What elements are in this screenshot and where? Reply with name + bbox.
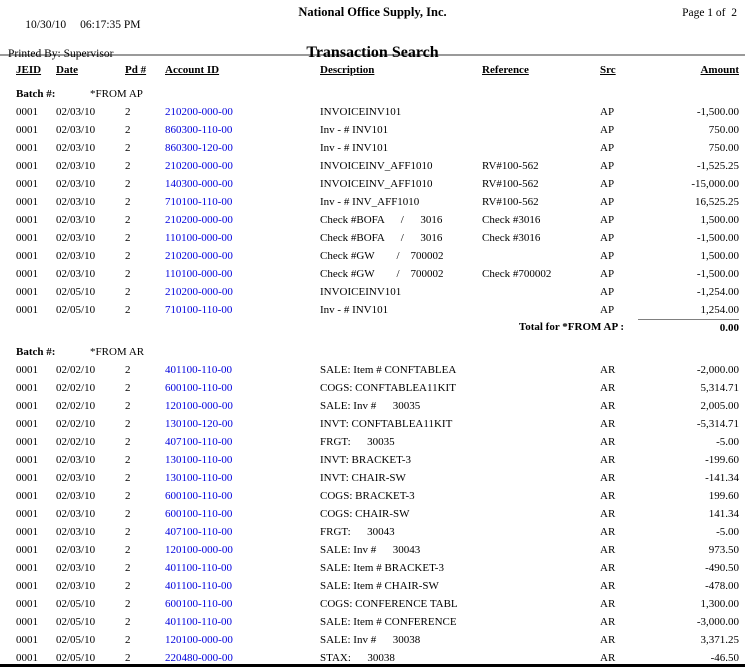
batch-number-value: *FROM AP (90, 88, 143, 100)
period-cell: 2 (125, 250, 131, 262)
account-id-link[interactable]: 401100-110-00 (165, 562, 233, 574)
date-cell: 02/03/10 (56, 214, 96, 226)
col-header-reference: Reference (482, 64, 529, 76)
table-row (0, 613, 745, 631)
reference-cell (482, 247, 600, 265)
description-cell: SALE: Item # CONFERENCE (320, 616, 457, 628)
account-id-link[interactable]: 600100-110-00 (165, 598, 233, 610)
source-cell: AR (600, 418, 616, 430)
reference-cell (482, 487, 600, 505)
reference-cell (482, 415, 600, 433)
description-cell: Inv - # INV101 (320, 304, 389, 316)
period-cell: 2 (125, 472, 131, 484)
account-id-link[interactable]: 600100-110-00 (165, 508, 233, 520)
table-row (0, 379, 745, 397)
account-id-link[interactable]: 407100-110-00 (165, 526, 233, 538)
date-cell: 02/02/10 (56, 382, 96, 394)
account-id-link[interactable]: 220480-000-00 (165, 652, 233, 664)
description-cell: COGS: BRACKET-3 (320, 490, 415, 502)
date-cell: 02/05/10 (56, 652, 96, 664)
table-row (0, 541, 745, 559)
amount-cell: -46.50 (710, 652, 739, 664)
table-row (0, 559, 745, 577)
source-cell: AP (600, 286, 615, 298)
col-header-account-id: Account ID (165, 64, 220, 76)
table-row (0, 193, 745, 211)
source-cell: AP (600, 124, 615, 136)
date-cell: 02/05/10 (56, 616, 96, 628)
jeid-cell: 0001 (16, 364, 38, 376)
description-cell: SALE: Item # BRACKET-3 (320, 562, 444, 574)
source-cell: AR (600, 364, 616, 376)
description-cell: INVT: CHAIR-SW (320, 472, 406, 484)
period-cell: 2 (125, 418, 131, 430)
account-id-link[interactable]: 110100-000-00 (165, 268, 233, 280)
source-cell: AP (600, 106, 615, 118)
period-cell: 2 (125, 598, 131, 610)
source-cell: AP (600, 268, 615, 280)
column-headers (0, 63, 745, 79)
description-cell: INVOICEINV_AFF1010 (320, 178, 433, 190)
description-cell: Inv - # INV101 (320, 124, 389, 136)
description-cell: STAX: 30038 (320, 652, 395, 664)
amount-cell: 1,500.00 (700, 214, 739, 226)
source-cell: AR (600, 598, 616, 610)
col-header-pd: Pd # (125, 64, 147, 76)
date-cell: 02/03/10 (56, 160, 96, 172)
source-cell: AP (600, 250, 615, 262)
date-cell: 02/05/10 (56, 634, 96, 646)
description-cell: FRGT: 30035 (320, 436, 395, 448)
jeid-cell: 0001 (16, 418, 38, 430)
jeid-cell: 0001 (16, 652, 38, 664)
period-cell: 2 (125, 634, 131, 646)
reference-cell (482, 469, 600, 487)
amount-cell: -5,314.71 (696, 418, 739, 430)
account-id-link[interactable]: 210200-000-00 (165, 286, 233, 298)
source-cell: AR (600, 508, 616, 520)
description-cell: COGS: CHAIR-SW (320, 508, 410, 520)
reference-cell (482, 139, 600, 157)
period-cell: 2 (125, 526, 131, 538)
amount-cell: 2,005.00 (700, 400, 739, 412)
reference-cell (482, 301, 600, 319)
jeid-cell: 0001 (16, 526, 38, 538)
col-header-description: Description (320, 64, 375, 76)
amount-cell: 16,525.25 (695, 196, 739, 208)
reference-cell: RV#100-562 (482, 178, 539, 190)
date-cell: 02/05/10 (56, 304, 96, 316)
period-cell: 2 (125, 214, 131, 226)
source-cell: AR (600, 634, 616, 646)
table-row (0, 139, 745, 157)
jeid-cell: 0001 (16, 304, 38, 316)
col-header-date: Date (56, 64, 78, 76)
period-cell: 2 (125, 268, 131, 280)
jeid-cell: 0001 (16, 178, 38, 190)
description-cell: INVOICEINV101 (320, 286, 402, 298)
table-row (0, 595, 745, 613)
period-cell: 2 (125, 616, 131, 628)
jeid-cell: 0001 (16, 598, 38, 610)
col-header-src: Src (600, 64, 616, 76)
company-name: National Office Supply, Inc. (298, 5, 447, 19)
period-cell: 2 (125, 544, 131, 556)
date-cell: 02/03/10 (56, 580, 96, 592)
table-row (0, 265, 745, 283)
date-cell: 02/02/10 (56, 418, 96, 430)
period-cell: 2 (125, 382, 131, 394)
batch-header-row (0, 343, 745, 361)
account-id-link[interactable]: 600100-110-00 (165, 382, 233, 394)
report-title: Transaction Search (306, 44, 439, 61)
period-cell: 2 (125, 562, 131, 574)
reference-cell (482, 595, 600, 613)
amount-cell: 750.00 (708, 142, 739, 154)
jeid-cell: 0001 (16, 214, 38, 226)
table-row (0, 361, 745, 379)
jeid-cell: 0001 (16, 472, 38, 484)
description-cell: FRGT: 30043 (320, 526, 395, 538)
jeid-cell: 0001 (16, 196, 38, 208)
date-cell: 02/05/10 (56, 598, 96, 610)
table-row (0, 523, 745, 541)
account-id-link[interactable]: 710100-110-00 (165, 304, 233, 316)
col-header-jeid: JEID (16, 64, 42, 76)
account-id-link[interactable]: 401100-110-00 (165, 616, 233, 628)
period-cell: 2 (125, 508, 131, 520)
period-cell: 2 (125, 160, 131, 172)
reference-cell (482, 523, 600, 541)
account-id-link[interactable]: 120100-000-00 (165, 544, 233, 556)
date-cell: 02/03/10 (56, 472, 96, 484)
jeid-cell: 0001 (16, 124, 38, 136)
amount-cell: -199.60 (705, 454, 739, 466)
amount-cell: 1,300.00 (700, 598, 739, 610)
account-id-link[interactable]: 210200-000-00 (165, 106, 233, 118)
reference-cell (482, 613, 600, 631)
date-cell: 02/03/10 (56, 106, 96, 118)
printed-by: Printed By: Supervisor (8, 48, 114, 60)
jeid-cell: 0001 (16, 436, 38, 448)
table-row (0, 469, 745, 487)
date-cell: 02/03/10 (56, 544, 96, 556)
amount-cell: -2,000.00 (696, 364, 739, 376)
source-cell: AP (600, 160, 615, 172)
period-cell: 2 (125, 454, 131, 466)
batch-number-label: Batch #: (16, 346, 56, 358)
table-row (0, 211, 745, 229)
description-cell: Check #GW / 700002 (320, 268, 444, 280)
date-cell: 02/02/10 (56, 400, 96, 412)
account-id-link[interactable]: 120100-000-00 (165, 634, 233, 646)
reference-cell (482, 541, 600, 559)
period-cell: 2 (125, 400, 131, 412)
source-cell: AP (600, 178, 615, 190)
jeid-cell: 0001 (16, 634, 38, 646)
account-id-link[interactable]: 860300-110-00 (165, 124, 233, 136)
description-cell: SALE: Item # CHAIR-SW (320, 580, 439, 592)
reference-cell: RV#100-562 (482, 196, 539, 208)
page-bottom-border (0, 664, 745, 667)
description-cell: SALE: Inv # 30043 (320, 544, 421, 556)
date-cell: 02/03/10 (56, 562, 96, 574)
batch-number-label: Batch #: (16, 88, 56, 100)
amount-cell: 1,254.00 (700, 304, 739, 316)
col-header-amount: Amount (700, 64, 739, 76)
reference-cell (482, 505, 600, 523)
section-total-label: Total for *FROM AP : (518, 321, 624, 333)
period-cell: 2 (125, 286, 131, 298)
table-row (0, 631, 745, 649)
amount-cell: 5,314.71 (700, 382, 739, 394)
description-cell: SALE: Item # CONFTABLEA (320, 364, 457, 376)
description-cell: COGS: CONFTABLEA11KIT (320, 382, 456, 394)
jeid-cell: 0001 (16, 616, 38, 628)
amount-cell: -5.00 (716, 436, 739, 448)
description-cell: INVOICEINV101 (320, 106, 402, 118)
description-cell: Check #BOFA / 3016 (320, 214, 443, 226)
reference-cell (482, 631, 600, 649)
jeid-cell: 0001 (16, 268, 38, 280)
amount-cell: 141.34 (708, 508, 739, 520)
source-cell: AR (600, 490, 616, 502)
description-cell: INVT: BRACKET-3 (320, 454, 412, 466)
table-row (0, 121, 745, 139)
period-cell: 2 (125, 304, 131, 316)
jeid-cell: 0001 (16, 454, 38, 466)
jeid-cell: 0001 (16, 508, 38, 520)
account-id-link[interactable]: 600100-110-00 (165, 490, 233, 502)
amount-cell: 199.60 (708, 490, 739, 502)
table-row (0, 283, 745, 301)
table-row (0, 577, 745, 595)
source-cell: AR (600, 454, 616, 466)
amount-cell: -1,500.00 (696, 106, 739, 118)
jeid-cell: 0001 (16, 106, 38, 118)
amount-cell: 973.50 (708, 544, 739, 556)
table-row (0, 415, 745, 433)
jeid-cell: 0001 (16, 286, 38, 298)
date-cell: 02/03/10 (56, 526, 96, 538)
description-cell: SALE: Inv # 30035 (320, 400, 421, 412)
description-cell: Inv - # INV_AFF1010 (320, 196, 420, 208)
description-cell: COGS: CONFERENCE TABL (320, 598, 458, 610)
reference-cell: Check #700002 (482, 268, 552, 280)
period-cell: 2 (125, 232, 131, 244)
reference-cell: Check #3016 (482, 232, 541, 244)
table-row (0, 451, 745, 469)
source-cell: AR (600, 436, 616, 448)
reference-cell (482, 283, 600, 301)
source-cell: AR (600, 652, 616, 664)
date-cell: 02/03/10 (56, 196, 96, 208)
description-cell: INVT: CONFTABLEA11KIT (320, 418, 453, 430)
account-id-link[interactable]: 401100-110-00 (165, 580, 233, 592)
description-cell: Check #BOFA / 3016 (320, 232, 443, 244)
account-id-link[interactable]: 210200-000-00 (165, 160, 233, 172)
amount-cell: -1,254.00 (696, 286, 739, 298)
source-cell: AP (600, 232, 615, 244)
amount-cell: -141.34 (705, 472, 739, 484)
reference-cell (482, 577, 600, 595)
period-cell: 2 (125, 436, 131, 448)
date-cell: 02/03/10 (56, 454, 96, 466)
period-cell: 2 (125, 106, 131, 118)
source-cell: AP (600, 304, 615, 316)
date-cell: 02/05/10 (56, 286, 96, 298)
account-id-link[interactable]: 210200-000-00 (165, 250, 233, 262)
table-row (0, 175, 745, 193)
source-cell: AR (600, 544, 616, 556)
date-cell: 02/03/10 (56, 124, 96, 136)
source-cell: AP (600, 142, 615, 154)
date-cell: 02/03/10 (56, 178, 96, 190)
date-cell: 02/02/10 (56, 436, 96, 448)
reference-cell (482, 379, 600, 397)
table-row (0, 433, 745, 451)
table-row (0, 505, 745, 523)
period-cell: 2 (125, 364, 131, 376)
source-cell: AR (600, 526, 616, 538)
reference-cell (482, 433, 600, 451)
reference-cell (482, 451, 600, 469)
table-row (0, 247, 745, 265)
table-row (0, 397, 745, 415)
date-cell: 02/03/10 (56, 250, 96, 262)
account-id-link[interactable]: 401100-110-00 (165, 364, 233, 376)
jeid-cell: 0001 (16, 400, 38, 412)
batch-number-value: *FROM AR (90, 346, 145, 358)
date-cell: 02/03/10 (56, 268, 96, 280)
jeid-cell: 0001 (16, 580, 38, 592)
jeid-cell: 0001 (16, 382, 38, 394)
account-id-link[interactable]: 860300-120-00 (165, 142, 233, 154)
jeid-cell: 0001 (16, 562, 38, 574)
source-cell: AP (600, 214, 615, 226)
jeid-cell: 0001 (16, 142, 38, 154)
amount-cell: -478.00 (705, 580, 739, 592)
reference-cell (482, 361, 600, 379)
source-cell: AR (600, 400, 616, 412)
page-number: Page 1 of 2 (682, 7, 737, 19)
date-cell: 02/03/10 (56, 508, 96, 520)
account-id-link[interactable]: 407100-110-00 (165, 436, 233, 448)
account-id-link[interactable]: 130100-110-00 (165, 472, 233, 484)
amount-cell: -1,500.00 (696, 268, 739, 280)
date-cell: 02/03/10 (56, 490, 96, 502)
description-cell: Inv - # INV101 (320, 142, 389, 154)
amount-cell: -1,500.00 (696, 232, 739, 244)
table-row (0, 103, 745, 121)
jeid-cell: 0001 (16, 250, 38, 262)
table-row (0, 301, 745, 319)
amount-cell: 3,371.25 (700, 634, 739, 646)
source-cell: AR (600, 472, 616, 484)
amount-cell: 750.00 (708, 124, 739, 136)
batch-header-row (0, 85, 745, 103)
amount-cell: -490.50 (705, 562, 739, 574)
date-cell: 02/03/10 (56, 142, 96, 154)
jeid-cell: 0001 (16, 544, 38, 556)
account-id-link[interactable]: 110100-000-00 (165, 232, 233, 244)
source-cell: AP (600, 196, 615, 208)
period-cell: 2 (125, 652, 131, 664)
description-cell: Check #GW / 700002 (320, 250, 444, 262)
amount-cell: -5.00 (716, 526, 739, 538)
reference-cell: RV#100-562 (482, 160, 539, 172)
source-cell: AR (600, 562, 616, 574)
reference-cell: Check #3016 (482, 214, 541, 226)
period-cell: 2 (125, 178, 131, 190)
print-date: 10/30/10 (25, 19, 67, 31)
reference-cell (482, 103, 600, 121)
account-id-link[interactable]: 130100-110-00 (165, 454, 233, 466)
date-cell: 02/02/10 (56, 364, 96, 376)
source-cell: AR (600, 580, 616, 592)
report-header (0, 5, 745, 61)
amount-cell: -3,000.00 (696, 616, 739, 628)
period-cell: 2 (125, 490, 131, 502)
source-cell: AR (600, 382, 616, 394)
source-cell: AR (600, 616, 616, 628)
reference-cell (482, 397, 600, 415)
section-total-row (0, 319, 745, 337)
reference-cell (482, 559, 600, 577)
account-id-link[interactable]: 140300-000-00 (165, 178, 233, 190)
report-rows (0, 85, 745, 667)
account-id-link[interactable]: 210200-000-00 (165, 214, 233, 226)
reference-cell (482, 121, 600, 139)
description-cell: SALE: Inv # 30038 (320, 634, 421, 646)
amount-cell: -15,000.00 (691, 178, 739, 190)
amount-cell: 1,500.00 (700, 250, 739, 262)
amount-cell: -1,525.25 (696, 160, 739, 172)
period-cell: 2 (125, 142, 131, 154)
account-id-link[interactable]: 120100-000-00 (165, 400, 233, 412)
jeid-cell: 0001 (16, 232, 38, 244)
section-total-amount: 0.00 (638, 319, 739, 337)
account-id-link[interactable]: 130100-120-00 (165, 418, 233, 430)
account-id-link[interactable]: 710100-110-00 (165, 196, 233, 208)
period-cell: 2 (125, 196, 131, 208)
jeid-cell: 0001 (16, 160, 38, 172)
table-row (0, 157, 745, 175)
period-cell: 2 (125, 124, 131, 136)
print-time: 06:17:35 PM (80, 19, 141, 31)
date-cell: 02/03/10 (56, 232, 96, 244)
jeid-cell: 0001 (16, 490, 38, 502)
description-cell: INVOICEINV_AFF1010 (320, 160, 433, 172)
period-cell: 2 (125, 580, 131, 592)
table-row (0, 487, 745, 505)
table-row (0, 229, 745, 247)
